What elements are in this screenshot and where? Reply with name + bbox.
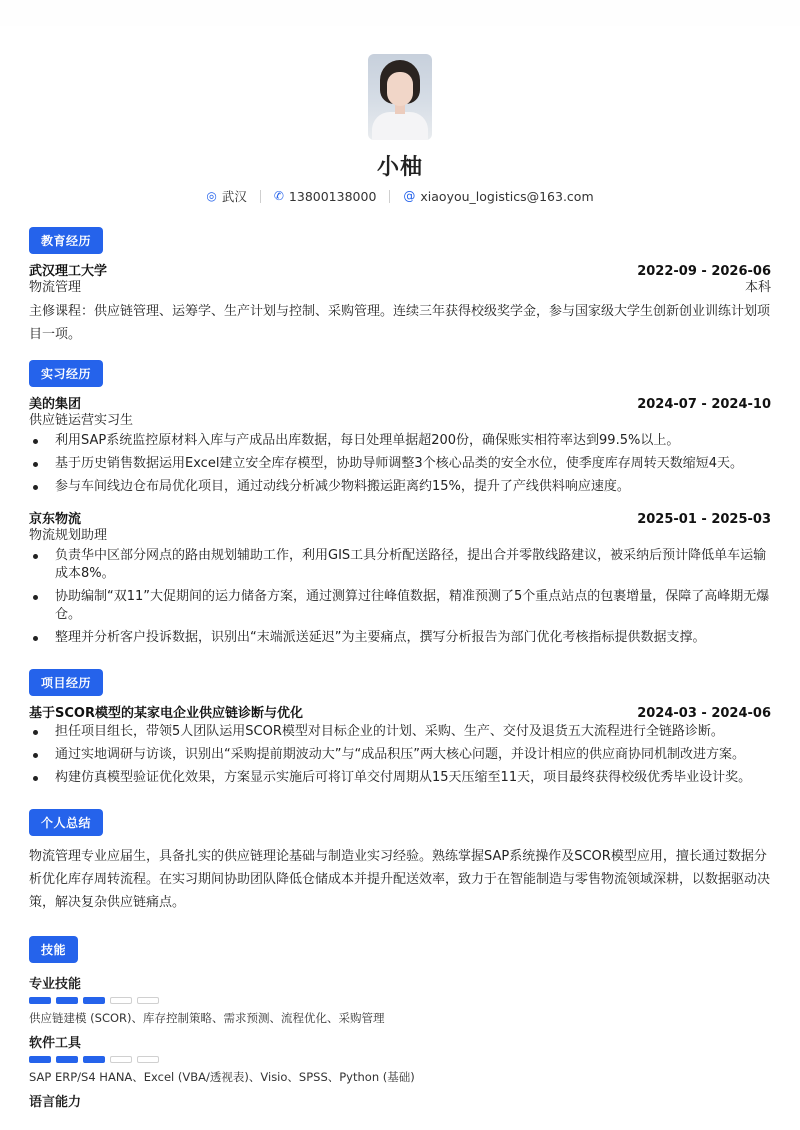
internship-date: 2025-01 - 2025-03 — [637, 512, 771, 527]
internship-entry — [29, 508, 771, 647]
bullet-item: 基于历史销售数据运用Excel建立安全库存模型，协助导师调整3个核心品类的安全水位，使季度库存周转天数缩短4天。 — [29, 455, 771, 473]
internship-header-row — [29, 508, 771, 527]
contact-phone — [274, 189, 377, 204]
avatar-face — [387, 72, 413, 106]
skill-level-bar — [29, 997, 771, 1004]
bullet-item: 利用SAP系统监控原材料入库与产成品出库数据，每日处理单据超200份，确保账实相符率达到99.5%以上。 — [29, 432, 771, 450]
resume-header — [29, 0, 771, 205]
bullet-item: 参与车间线边仓布局优化项目，通过动线分析减少物料搬运距离约15%，提升了产线供料响应速度。 — [29, 478, 771, 496]
bullet-list — [29, 432, 771, 496]
skill-group-title: 软件工具 — [29, 1036, 82, 1051]
bullet-item: 构建仿真模型验证优化效果，方案显示实施后可将订单交付周期从15天压缩至11天，项目最终获得校级优秀毕业设计奖。 — [29, 769, 771, 787]
contact-phone-text: 13800138000 — [288, 188, 377, 204]
level-segment-filled — [56, 997, 78, 1004]
project-date: 2024-03 - 2024-06 — [637, 706, 771, 721]
contact-divider — [260, 190, 261, 203]
company-name: 美的集团 — [29, 397, 82, 412]
summary-text: 物流管理专业应届生，具备扎实的供应链理论基础与制造业实习经验。熟练掌握SAP系统操作及SCOR模型应用，擅长通过数据分析优化库存周转流程。在实习期间协助团队降低仓储成本并提升配送效率，致力于在智能制造与零售物流领域深耕，以数据驱动决策，解决复杂供应链痛点。 — [29, 849, 771, 910]
section-title-education: 教育经历 — [29, 227, 103, 254]
contact-location — [206, 187, 247, 205]
avatar-shirt — [372, 112, 428, 140]
level-segment-filled — [29, 997, 51, 1004]
education-header-row — [29, 260, 771, 279]
school-name: 武汉理工大学 — [29, 264, 108, 279]
level-segment-empty — [137, 1056, 159, 1063]
contact-location-text: 武汉 — [221, 189, 247, 204]
internship-section — [29, 346, 771, 647]
level-segment-empty — [110, 1056, 132, 1063]
summary-section — [29, 795, 771, 914]
skills-section — [29, 922, 771, 1110]
contact-divider — [389, 190, 390, 203]
bullet-item: 协助编制“双11”大促期间的运力储备方案，通过测算过往峰值数据，精准预测了5个重点站点的包裹增量，保障了高峰期无爆仓。 — [29, 588, 771, 624]
skill-group-title: 语言能力 — [29, 1095, 82, 1110]
skill-level-bar — [29, 1056, 771, 1063]
level-segment-filled — [83, 1056, 105, 1063]
level-segment-filled — [29, 1056, 51, 1063]
level-segment-empty — [137, 997, 159, 1004]
education-section — [29, 213, 771, 346]
level-segment-empty — [110, 997, 132, 1004]
section-title-project: 项目经历 — [29, 669, 103, 696]
project-header-row — [29, 702, 771, 721]
section-title-internship: 实习经历 — [29, 360, 103, 387]
education-description: 主修课程：供应链管理、运筹学、生产计划与控制、采购管理。连续三年获得校级奖学金，参与国家级大学生创新创业训练计划项目一项。 — [29, 304, 771, 342]
education-sub-row — [29, 279, 771, 297]
phone-icon: ✆ — [273, 189, 284, 203]
internship-header-row — [29, 393, 771, 412]
candidate-name: 小柚 — [376, 155, 423, 180]
job-role: 供应链运营实习生 — [29, 413, 134, 428]
major: 物流管理 — [29, 280, 82, 295]
bullet-list — [29, 723, 771, 787]
bullet-item: 负责华中区部分网点的路由规划辅助工作，利用GIS工具分析配送路径，提出合并零散线路建议，被采纳后预计降低单车运输成本8%。 — [29, 547, 771, 583]
bullet-item: 通过实地调研与访谈，识别出“采购提前期波动大”与“成品积压”两大核心问题，并设计相应的供应商协同机制改进方案。 — [29, 746, 771, 764]
job-role: 物流规划助理 — [29, 528, 108, 543]
skill-group-title: 专业技能 — [29, 977, 82, 992]
project-section — [29, 655, 771, 787]
section-title-skills: 技能 — [29, 936, 78, 963]
education-date: 2022-09 - 2026-06 — [637, 264, 771, 279]
internship-date: 2024-07 - 2024-10 — [637, 397, 771, 412]
location-pin-icon: ◎ — [206, 189, 217, 203]
project-entry — [29, 702, 771, 787]
level-segment-filled — [56, 1056, 78, 1063]
level-segment-filled — [83, 997, 105, 1004]
project-name: 基于SCOR模型的某家电企业供应链诊断与优化 — [29, 706, 303, 721]
contact-email — [403, 189, 593, 204]
contact-email-text: xiaoyou_logistics@163.com — [420, 188, 594, 204]
section-title-summary: 个人总结 — [29, 809, 103, 836]
bullet-item: 整理并分析客户投诉数据，识别出“末端派送延迟”为主要痛点，撰写分析报告为部门优化考核指标提供数据支撑。 — [29, 629, 771, 647]
at-sign-icon: @ — [403, 189, 416, 203]
bullet-item: 担任项目组长，带领5人团队运用SCOR模型对目标企业的计划、采购、生产、交付及退货五大流程进行全链路诊断。 — [29, 723, 771, 741]
contact-bar — [29, 187, 771, 205]
internship-entry — [29, 393, 771, 496]
skill-group-description: SAP ERP/S4 HANA、Excel (VBA/透视表)、Visio、SPSS、Python (基础) — [29, 1070, 415, 1084]
bullet-list — [29, 547, 771, 647]
company-name: 京东物流 — [29, 512, 82, 527]
skill-group-description: 供应链建模 (SCOR)、库存控制策略、需求预测、流程优化、采购管理 — [29, 1011, 385, 1025]
degree: 本科 — [744, 280, 771, 295]
avatar-photo — [368, 54, 432, 140]
